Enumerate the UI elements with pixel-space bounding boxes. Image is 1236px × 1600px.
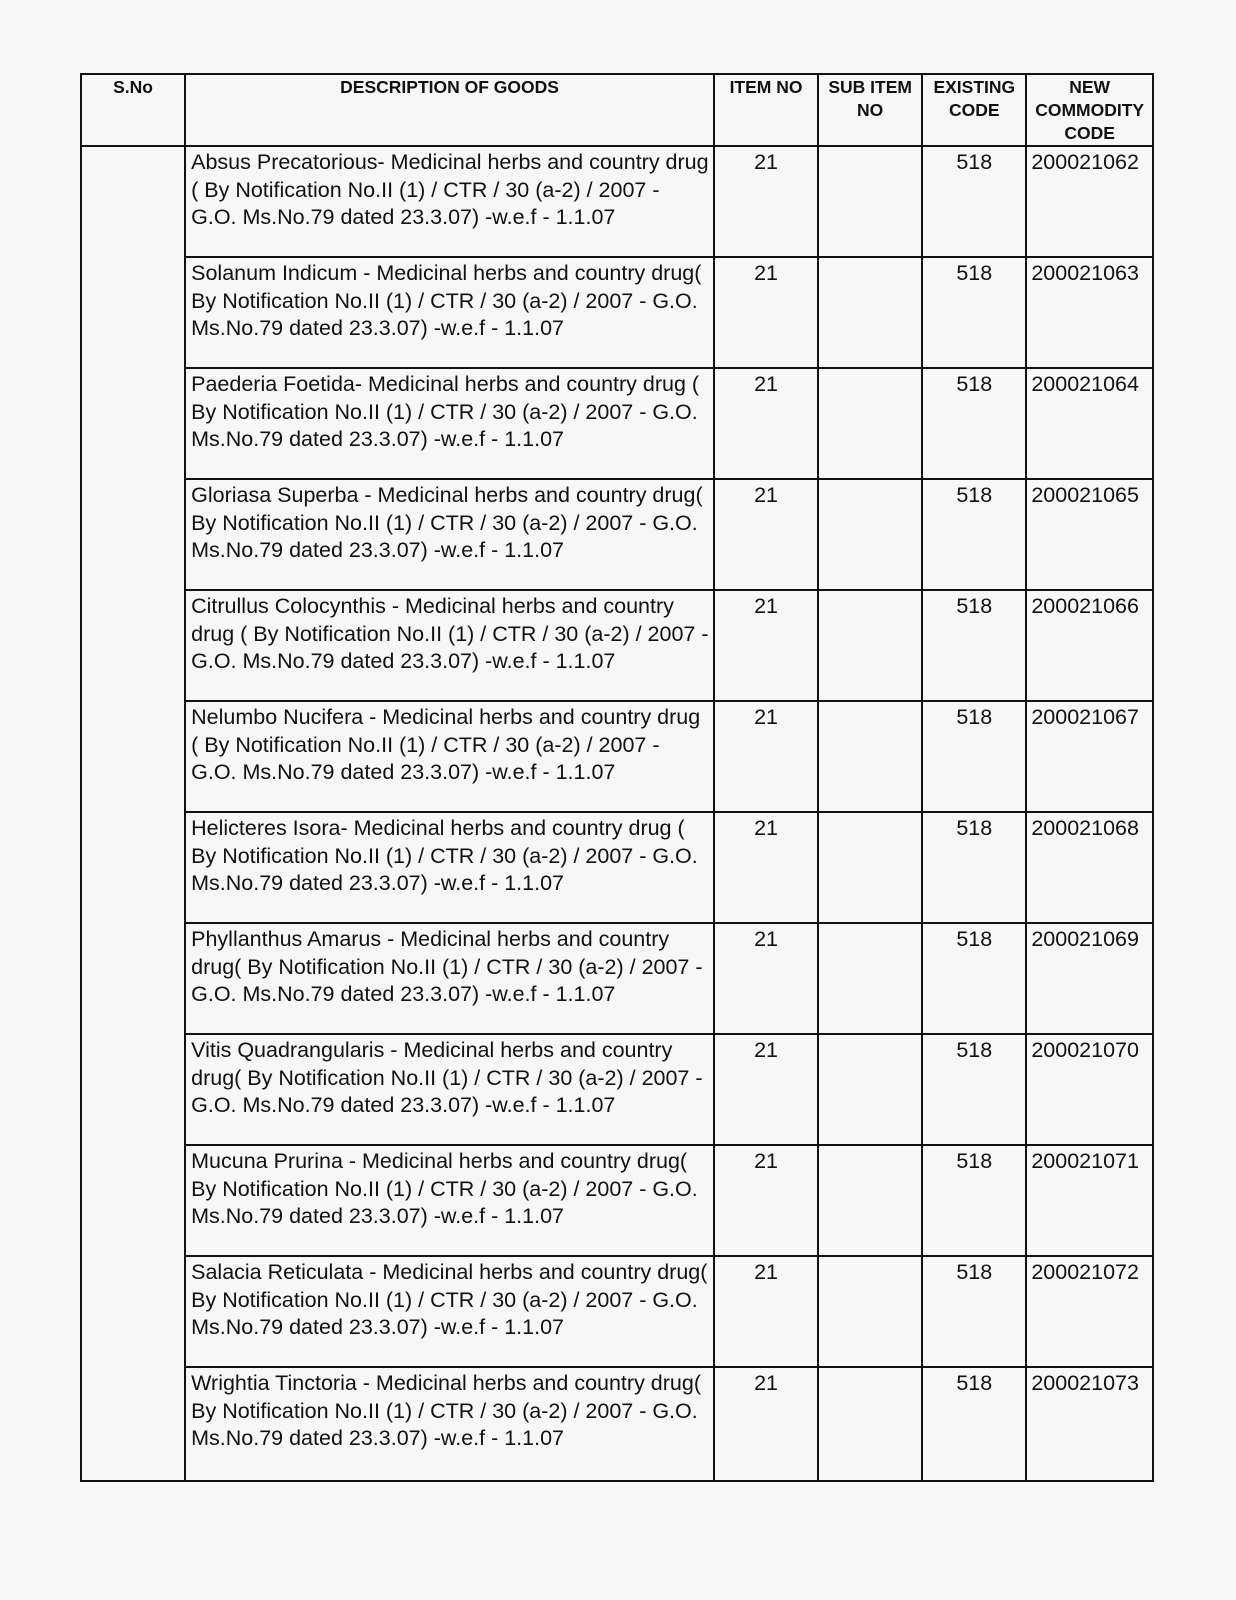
cell-item-no: 21 bbox=[714, 1367, 818, 1481]
cell-sno bbox=[81, 923, 185, 1034]
cell-description: Paederia Foetida- Medicinal herbs and country drug ( By Notification No.II (1) / CTR / 30 (a-2) / 2007 - G.O. Ms.No.79 dated 23.3.07) -w.e.f - 1.1.07 bbox=[185, 368, 714, 479]
cell-new-commodity-code: 200021064 bbox=[1026, 368, 1153, 479]
cell-description: Mucuna Prurina - Medicinal herbs and country drug( By Notification No.II (1) / CTR / 30 (a-2) / 2007 - G.O. Ms.No.79 dated 23.3.07) -w.e.f - 1.1.07 bbox=[185, 1145, 714, 1256]
cell-description: Wrightia Tinctoria - Medicinal herbs and country drug( By Notification No.II (1) / CTR / 30 (a-2) / 2007 - G.O. Ms.No.79 dated 23.3.07) -w.e.f - 1.1.07 bbox=[185, 1367, 714, 1481]
cell-item-no: 21 bbox=[714, 368, 818, 479]
cell-item-no: 21 bbox=[714, 701, 818, 812]
cell-new-commodity-code: 200021062 bbox=[1026, 146, 1153, 257]
cell-sno bbox=[81, 1367, 185, 1481]
cell-item-no: 21 bbox=[714, 1256, 818, 1367]
cell-item-no: 21 bbox=[714, 1145, 818, 1256]
table-row bbox=[81, 812, 1153, 923]
cell-existing-code: 518 bbox=[922, 146, 1026, 257]
cell-sno bbox=[81, 257, 185, 368]
cell-description: Gloriasa Superba - Medicinal herbs and country drug( By Notification No.II (1) / CTR / 30 (a-2) / 2007 - G.O. Ms.No.79 dated 23.3.07) -w.e.f - 1.1.07 bbox=[185, 479, 714, 590]
header-description: DESCRIPTION OF GOODS bbox=[185, 74, 714, 146]
cell-item-no: 21 bbox=[714, 479, 818, 590]
cell-existing-code: 518 bbox=[922, 1256, 1026, 1367]
cell-sub-item-no bbox=[818, 146, 922, 257]
cell-sub-item-no bbox=[818, 1367, 922, 1481]
cell-sub-item-no bbox=[818, 257, 922, 368]
cell-existing-code: 518 bbox=[922, 701, 1026, 812]
cell-sub-item-no bbox=[818, 923, 922, 1034]
cell-description: Helicteres Isora- Medicinal herbs and country drug ( By Notification No.II (1) / CTR / 30 (a-2) / 2007 - G.O. Ms.No.79 dated 23.3.07) -w.e.f - 1.1.07 bbox=[185, 812, 714, 923]
cell-sno bbox=[81, 590, 185, 701]
cell-existing-code: 518 bbox=[922, 590, 1026, 701]
cell-item-no: 21 bbox=[714, 257, 818, 368]
table-row bbox=[81, 146, 1153, 257]
cell-new-commodity-code: 200021069 bbox=[1026, 923, 1153, 1034]
cell-new-commodity-code: 200021070 bbox=[1026, 1034, 1153, 1145]
table-row bbox=[81, 701, 1153, 812]
cell-sno bbox=[81, 479, 185, 590]
cell-sno bbox=[81, 1034, 185, 1145]
cell-sub-item-no bbox=[818, 701, 922, 812]
table-row bbox=[81, 923, 1153, 1034]
header-existing-code: EXISTING CODE bbox=[922, 74, 1026, 146]
cell-description: Phyllanthus Amarus - Medicinal herbs and country drug( By Notification No.II (1) / CTR / 30 (a-2) / 2007 - G.O. Ms.No.79 dated 23.3.07) -w.e.f - 1.1.07 bbox=[185, 923, 714, 1034]
table-row bbox=[81, 1367, 1153, 1481]
cell-existing-code: 518 bbox=[922, 1145, 1026, 1256]
cell-description: Solanum Indicum - Medicinal herbs and country drug( By Notification No.II (1) / CTR / 30 (a-2) / 2007 - G.O. Ms.No.79 dated 23.3.07) -w.e.f - 1.1.07 bbox=[185, 257, 714, 368]
cell-sub-item-no bbox=[818, 590, 922, 701]
table-row bbox=[81, 479, 1153, 590]
cell-new-commodity-code: 200021063 bbox=[1026, 257, 1153, 368]
header-sub-item-no: SUB ITEM NO bbox=[818, 74, 922, 146]
header-item-no: ITEM NO bbox=[714, 74, 818, 146]
cell-sub-item-no bbox=[818, 1034, 922, 1145]
table-row bbox=[81, 590, 1153, 701]
cell-sno bbox=[81, 701, 185, 812]
cell-sno bbox=[81, 368, 185, 479]
cell-sub-item-no bbox=[818, 479, 922, 590]
table-row bbox=[81, 257, 1153, 368]
cell-existing-code: 518 bbox=[922, 923, 1026, 1034]
cell-existing-code: 518 bbox=[922, 479, 1026, 590]
cell-existing-code: 518 bbox=[922, 368, 1026, 479]
cell-new-commodity-code: 200021068 bbox=[1026, 812, 1153, 923]
cell-new-commodity-code: 200021066 bbox=[1026, 590, 1153, 701]
table-row bbox=[81, 1256, 1153, 1367]
cell-new-commodity-code: 200021065 bbox=[1026, 479, 1153, 590]
cell-description: Citrullus Colocynthis - Medicinal herbs and country drug ( By Notification No.II (1) / CTR / 30 (a-2) / 2007 - G.O. Ms.No.79 dated 23.3.07) -w.e.f - 1.1.07 bbox=[185, 590, 714, 701]
cell-sno bbox=[81, 1256, 185, 1367]
table-row bbox=[81, 368, 1153, 479]
header-sno: S.No bbox=[81, 74, 185, 146]
cell-new-commodity-code: 200021067 bbox=[1026, 701, 1153, 812]
cell-new-commodity-code: 200021073 bbox=[1026, 1367, 1153, 1481]
cell-item-no: 21 bbox=[714, 812, 818, 923]
header-row bbox=[81, 74, 1153, 146]
cell-description: Nelumbo Nucifera - Medicinal herbs and country drug ( By Notification No.II (1) / CTR / 30 (a-2) / 2007 - G.O. Ms.No.79 dated 23.3.07) -w.e.f - 1.1.07 bbox=[185, 701, 714, 812]
cell-new-commodity-code: 200021071 bbox=[1026, 1145, 1153, 1256]
cell-existing-code: 518 bbox=[922, 1034, 1026, 1145]
cell-item-no: 21 bbox=[714, 590, 818, 701]
cell-description: Vitis Quadrangularis - Medicinal herbs and country drug( By Notification No.II (1) / CTR / 30 (a-2) / 2007 - G.O. Ms.No.79 dated 23.3.07) -w.e.f - 1.1.07 bbox=[185, 1034, 714, 1145]
cell-description: Salacia Reticulata - Medicinal herbs and country drug( By Notification No.II (1) / CTR / 30 (a-2) / 2007 - G.O. Ms.No.79 dated 23.3.07) -w.e.f - 1.1.07 bbox=[185, 1256, 714, 1367]
cell-sno bbox=[81, 812, 185, 923]
cell-item-no: 21 bbox=[714, 923, 818, 1034]
cell-existing-code: 518 bbox=[922, 812, 1026, 923]
table-row bbox=[81, 1034, 1153, 1145]
cell-description: Absus Precatorious- Medicinal herbs and country drug ( By Notification No.II (1) / CTR / 30 (a-2) / 2007 - G.O. Ms.No.79 dated 23.3.07) -w.e.f - 1.1.07 bbox=[185, 146, 714, 257]
cell-sno bbox=[81, 146, 185, 257]
cell-new-commodity-code: 200021072 bbox=[1026, 1256, 1153, 1367]
cell-sub-item-no bbox=[818, 1145, 922, 1256]
cell-existing-code: 518 bbox=[922, 257, 1026, 368]
cell-sub-item-no bbox=[818, 812, 922, 923]
cell-sno bbox=[81, 1145, 185, 1256]
table-body bbox=[81, 146, 1153, 1481]
cell-item-no: 21 bbox=[714, 146, 818, 257]
header-new-commodity-code: NEW COMMODITY CODE bbox=[1026, 74, 1153, 146]
cell-existing-code: 518 bbox=[922, 1367, 1026, 1481]
commodity-code-table bbox=[80, 73, 1154, 1482]
table-row bbox=[81, 1145, 1153, 1256]
cell-item-no: 21 bbox=[714, 1034, 818, 1145]
cell-sub-item-no bbox=[818, 368, 922, 479]
cell-sub-item-no bbox=[818, 1256, 922, 1367]
